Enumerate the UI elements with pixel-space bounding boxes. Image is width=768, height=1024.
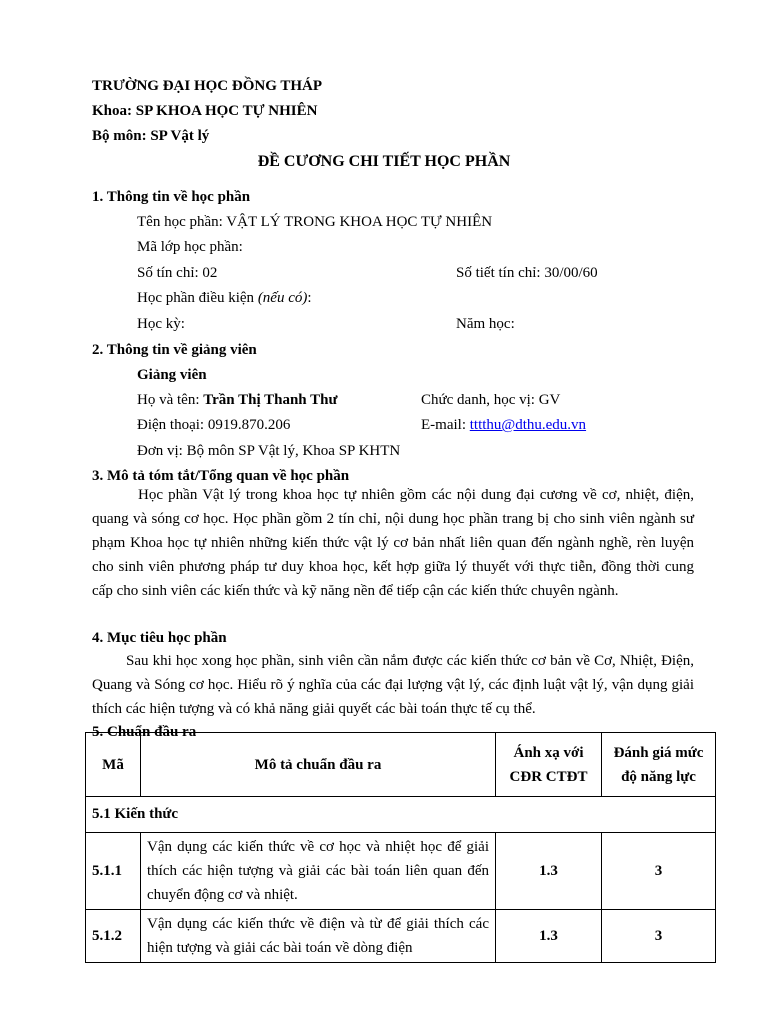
document-title: ĐỀ CƯƠNG CHI TIẾT HỌC PHẦN <box>257 153 511 170</box>
lecturer-name <box>137 390 337 410</box>
outcome-description: Vận dụng các kiến thức về điện và từ để giải thích các hiện tượng và giải các bài toán về dòng điện <box>141 910 496 963</box>
credits: Số tín chỉ: 02 <box>137 265 218 281</box>
outcome-mapping: 1.3 <box>496 910 602 963</box>
section-5-heading: 5. Chuẩn đầu ra <box>92 724 197 740</box>
header-assessment: Đánh giá mức độ năng lực <box>602 733 716 797</box>
section-3-paragraph <box>92 483 694 603</box>
lecturer-email <box>421 415 586 435</box>
table-row <box>86 833 716 910</box>
outcome-code: 5.1.2 <box>86 910 141 963</box>
faculty-name: Khoa: SP KHOA HỌC TỰ NHIÊN <box>92 103 318 119</box>
outcome-code: 5.1.1 <box>86 833 141 910</box>
class-code: Mã lớp học phần: <box>137 239 243 255</box>
prerequisite-note: (nếu có) <box>257 290 308 306</box>
header-description: Mô tả chuẩn đầu ra <box>141 733 496 797</box>
school-year: Năm học: <box>456 316 515 332</box>
section-2-heading: 2. Thông tin về giảng viên <box>92 342 257 358</box>
section-3-text: Học phần Vật lý trong khoa học tự nhiên gồm các nội dung đại cương về cơ, nhiệt, điện, quang và sóng cơ học. Học phần gồm 2 tín chỉ, nội dung học phần trang bị cho sinh viên ngành sư phạm Khoa học tự nhiên những kiến thức vật lý cơ bản nhất liên quan đến ngành nghề, rèn luyện cho sinh viên phương pháp tư duy khoa học, kết hợp giữa lý thuyết với thực tiễn, đồng thời cung cấp cho sinh viên các kiến thức và kỹ năng nền để tiếp cận các kiến thức chuyên ngành. <box>92 487 694 599</box>
lecturer-title: Chức danh, học vị: GV <box>421 392 561 408</box>
section-4-heading: 4. Mục tiêu học phần <box>92 630 227 646</box>
prerequisite-colon: : <box>307 290 312 306</box>
credit-hours: Số tiết tín chỉ: 30/00/60 <box>456 265 598 281</box>
group-row <box>86 797 716 833</box>
department-name: Bộ môn: SP Vật lý <box>92 128 210 144</box>
lecturer-name-value: Trần Thị Thanh Thư <box>203 392 338 408</box>
outcome-description: Vận dụng các kiến thức về cơ học và nhiệt học để giải thích các hiện tượng và giải các bài toán liên quan đến chuyển động cơ và nhiệt. <box>141 833 496 910</box>
email-link[interactable]: tttthu@dthu.edu.vn <box>469 417 587 433</box>
table-row <box>86 910 716 963</box>
group-knowledge: 5.1 Kiến thức <box>86 797 716 833</box>
email-label: E-mail: <box>421 417 470 433</box>
outcome-mapping: 1.3 <box>496 833 602 910</box>
section-1-heading: 1. Thông tin về học phần <box>92 189 251 205</box>
section-3-heading: 3. Mô tả tóm tắt/Tổng quan về học phần <box>92 468 350 484</box>
section-4-paragraph <box>92 649 694 721</box>
semester: Học kỳ: <box>137 316 185 332</box>
lecturer-unit: Đơn vị: Bộ môn SP Vật lý, Khoa SP KHTN <box>137 443 401 459</box>
university-name: TRƯỜNG ĐẠI HỌC ĐỒNG THÁP <box>92 78 323 94</box>
table-header-row <box>86 733 716 797</box>
course-name: Tên học phần: VẬT LÝ TRONG KHOA HỌC TỰ NHIÊN <box>137 214 493 230</box>
lecturer-phone: Điện thoại: 0919.870.206 <box>137 417 291 433</box>
prerequisite <box>137 288 312 308</box>
header-code: Mã <box>86 733 141 797</box>
header-mapping: Ánh xạ với CĐR CTĐT <box>496 733 602 797</box>
outcomes-table <box>85 732 716 963</box>
section-4-text: Sau khi học xong học phần, sinh viên cần nắm được các kiến thức cơ bản về Cơ, Nhiệt, Điện, Quang và Sóng cơ học. Hiểu rõ ý nghĩa của các đại lượng vật lý, các định luật vật lý, vận dụng giải thích các hiện tượng và có khả năng giải quyết các bài toán thực tế cụ thể. <box>92 653 694 717</box>
lecturer-subheading: Giảng viên <box>137 367 207 383</box>
outcome-level: 3 <box>602 833 716 910</box>
outcome-level: 3 <box>602 910 716 963</box>
prerequisite-label: Học phần điều kiện <box>137 290 258 306</box>
lecturer-name-label: Họ và tên: <box>137 392 204 408</box>
